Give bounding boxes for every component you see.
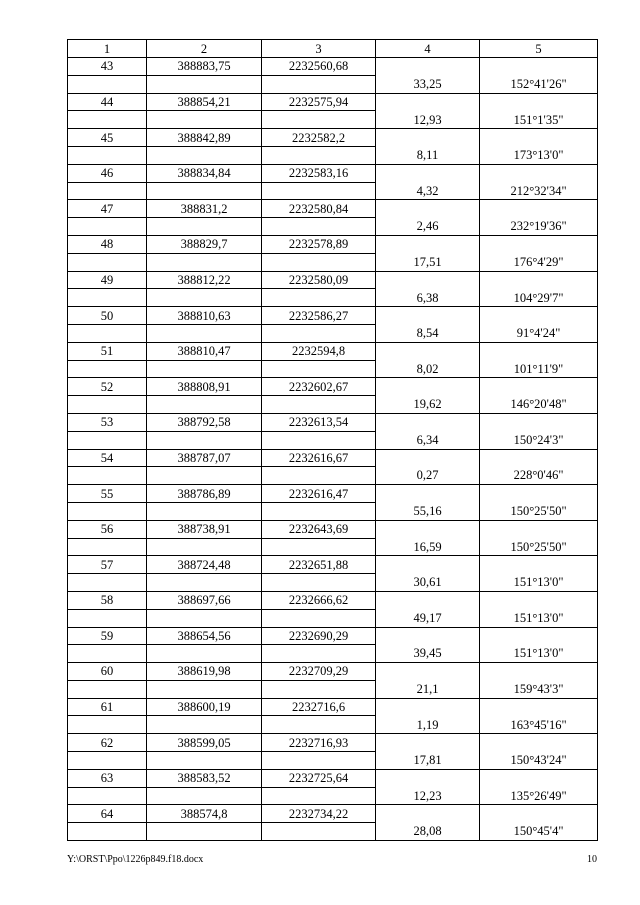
table-cell: 28,08 — [376, 823, 480, 841]
table-cell — [68, 787, 147, 805]
table-cell — [376, 342, 480, 360]
table-cell — [262, 289, 376, 307]
table-cell — [376, 769, 480, 787]
table-cell: 2232734,22 — [262, 805, 376, 823]
table-cell — [262, 218, 376, 236]
table-cell: 2232586,27 — [262, 307, 376, 325]
table-cell: 6,38 — [376, 289, 480, 307]
table-cell: 50 — [68, 307, 147, 325]
table-cell: 0,27 — [376, 467, 480, 485]
point-row — [68, 129, 598, 147]
table-cell: 62 — [68, 734, 147, 752]
table-cell: 163°45'16" — [480, 716, 598, 734]
table-cell: 44 — [68, 93, 147, 111]
table-cell: 39,45 — [376, 645, 480, 663]
table-cell: 47 — [68, 200, 147, 218]
table-cell — [376, 93, 480, 111]
table-cell: 2232580,09 — [262, 271, 376, 289]
table-cell: 135°26'49" — [480, 787, 598, 805]
table-cell — [147, 645, 262, 663]
table-cell: 150°25'50" — [480, 538, 598, 556]
table-cell: 151°13'0" — [480, 609, 598, 627]
table-cell — [262, 324, 376, 342]
table-cell — [262, 467, 376, 485]
point-row — [68, 342, 598, 360]
table-cell: 150°45'4" — [480, 823, 598, 841]
table-cell — [68, 146, 147, 164]
table-cell: 146°20'48" — [480, 396, 598, 414]
table-cell: 2232602,67 — [262, 378, 376, 396]
table-cell — [262, 146, 376, 164]
point-row — [68, 271, 598, 289]
table-cell: 388786,89 — [147, 485, 262, 503]
segment-row — [68, 253, 598, 271]
header-cell: 3 — [262, 40, 376, 58]
table-cell: 2232651,88 — [262, 556, 376, 574]
table-cell — [376, 485, 480, 503]
table-cell — [480, 485, 598, 503]
point-row — [68, 556, 598, 574]
table-cell: 2232594,8 — [262, 342, 376, 360]
table-cell — [480, 58, 598, 76]
segment-row — [68, 146, 598, 164]
table-cell — [480, 200, 598, 218]
point-row — [68, 164, 598, 182]
table-cell — [480, 378, 598, 396]
table-cell — [480, 556, 598, 574]
table-cell — [480, 413, 598, 431]
segment-row — [68, 609, 598, 627]
table-cell — [262, 502, 376, 520]
table-cell — [262, 538, 376, 556]
table-cell — [480, 698, 598, 716]
table-cell: 388831,2 — [147, 200, 262, 218]
table-cell — [68, 609, 147, 627]
point-row — [68, 307, 598, 325]
table-cell: 388883,75 — [147, 58, 262, 76]
table-cell — [147, 289, 262, 307]
table-cell — [147, 182, 262, 200]
table-cell: 8,02 — [376, 360, 480, 378]
table-cell — [376, 307, 480, 325]
table-cell — [68, 324, 147, 342]
table-cell: 388810,63 — [147, 307, 262, 325]
table-cell: 388812,22 — [147, 271, 262, 289]
table-body — [68, 40, 598, 841]
table-cell — [262, 111, 376, 129]
table-cell — [147, 752, 262, 770]
table-cell — [147, 538, 262, 556]
table-cell: 6,34 — [376, 431, 480, 449]
table-cell: 151°13'0" — [480, 645, 598, 663]
table-cell — [68, 253, 147, 271]
table-cell — [376, 556, 480, 574]
table-cell — [262, 752, 376, 770]
table-cell: 30,61 — [376, 574, 480, 592]
table-cell: 159°43'3" — [480, 680, 598, 698]
table-cell: 61 — [68, 698, 147, 716]
table-cell — [262, 75, 376, 93]
table-cell: 388697,66 — [147, 591, 262, 609]
table-cell — [68, 111, 147, 129]
table-cell: 388854,21 — [147, 93, 262, 111]
table-cell: 212°32'34" — [480, 182, 598, 200]
file-path: Y:\ORST\Ppo\1226p849.f18.docx — [67, 854, 204, 865]
table-cell — [147, 146, 262, 164]
table-cell: 150°24'3" — [480, 431, 598, 449]
table-cell: 59 — [68, 627, 147, 645]
table-cell: 52 — [68, 378, 147, 396]
table-cell — [376, 591, 480, 609]
table-cell: 388834,84 — [147, 164, 262, 182]
table-cell: 388829,7 — [147, 235, 262, 253]
table-cell — [147, 787, 262, 805]
table-cell: 2232666,62 — [262, 591, 376, 609]
table-cell: 21,1 — [376, 680, 480, 698]
table-cell: 55 — [68, 485, 147, 503]
table-cell: 388619,98 — [147, 663, 262, 681]
table-cell — [376, 520, 480, 538]
table-cell: 388599,05 — [147, 734, 262, 752]
table-cell — [480, 93, 598, 111]
point-row — [68, 200, 598, 218]
table-cell — [147, 467, 262, 485]
table-cell — [147, 502, 262, 520]
point-row — [68, 58, 598, 76]
table-cell — [147, 111, 262, 129]
table-cell: 228°0'46" — [480, 467, 598, 485]
table-cell: 150°25'50" — [480, 502, 598, 520]
table-cell: 17,51 — [376, 253, 480, 271]
table-cell: 2232716,6 — [262, 698, 376, 716]
segment-row — [68, 289, 598, 307]
table-cell — [262, 823, 376, 841]
table-cell — [68, 75, 147, 93]
point-row — [68, 413, 598, 431]
table-cell: 388583,52 — [147, 769, 262, 787]
segment-row — [68, 360, 598, 378]
header-cell: 1 — [68, 40, 147, 58]
segment-row — [68, 467, 598, 485]
table-cell — [262, 787, 376, 805]
header-cell: 2 — [147, 40, 262, 58]
table-cell: 19,62 — [376, 396, 480, 414]
table-cell: 54 — [68, 449, 147, 467]
table-cell — [376, 200, 480, 218]
table-cell — [262, 253, 376, 271]
table-cell — [376, 164, 480, 182]
point-row — [68, 627, 598, 645]
table-cell — [147, 680, 262, 698]
point-row — [68, 93, 598, 111]
table-cell — [147, 609, 262, 627]
table-cell — [480, 164, 598, 182]
table-cell: 2232643,69 — [262, 520, 376, 538]
table-cell: 8,54 — [376, 324, 480, 342]
table-cell: 91°4'24" — [480, 324, 598, 342]
table-cell: 48 — [68, 235, 147, 253]
table-cell: 12,93 — [376, 111, 480, 129]
table-cell — [68, 680, 147, 698]
table-cell: 58 — [68, 591, 147, 609]
table-cell — [262, 574, 376, 592]
table-header-row — [68, 40, 598, 58]
table-cell: 2232560,68 — [262, 58, 376, 76]
table-cell: 45 — [68, 129, 147, 147]
table-cell — [376, 734, 480, 752]
segment-row — [68, 324, 598, 342]
table-cell — [376, 698, 480, 716]
point-row — [68, 235, 598, 253]
table-cell — [480, 734, 598, 752]
table-cell — [480, 627, 598, 645]
table-cell — [480, 271, 598, 289]
table-cell: 2232725,64 — [262, 769, 376, 787]
point-row — [68, 698, 598, 716]
table-cell: 53 — [68, 413, 147, 431]
table-cell: 2,46 — [376, 218, 480, 236]
table-cell — [68, 538, 147, 556]
table-cell: 388724,48 — [147, 556, 262, 574]
table-cell: 150°43'24" — [480, 752, 598, 770]
segment-row — [68, 218, 598, 236]
point-row — [68, 449, 598, 467]
segment-row — [68, 182, 598, 200]
segment-row — [68, 396, 598, 414]
table-cell — [376, 271, 480, 289]
point-row — [68, 734, 598, 752]
table-cell: 104°29'7" — [480, 289, 598, 307]
table-cell — [147, 218, 262, 236]
table-cell: 43 — [68, 58, 147, 76]
table-cell: 49 — [68, 271, 147, 289]
table-cell — [480, 342, 598, 360]
table-cell — [480, 449, 598, 467]
table-cell: 1,19 — [376, 716, 480, 734]
table-cell: 57 — [68, 556, 147, 574]
table-cell — [68, 502, 147, 520]
table-cell — [376, 663, 480, 681]
point-row — [68, 591, 598, 609]
table-cell — [68, 218, 147, 236]
segment-row — [68, 111, 598, 129]
table-cell — [147, 823, 262, 841]
table-cell — [480, 129, 598, 147]
table-cell — [147, 574, 262, 592]
table-cell: 49,17 — [376, 609, 480, 627]
table-cell — [262, 182, 376, 200]
page-number: 10 — [587, 854, 597, 865]
table-cell: 388842,89 — [147, 129, 262, 147]
table-cell: 101°11'9" — [480, 360, 598, 378]
table-cell — [376, 413, 480, 431]
table-cell: 2232575,94 — [262, 93, 376, 111]
table-cell: 2232613,54 — [262, 413, 376, 431]
segment-row — [68, 823, 598, 841]
table-cell — [480, 805, 598, 823]
table-cell: 151°1'35" — [480, 111, 598, 129]
table-cell: 4,32 — [376, 182, 480, 200]
table-cell — [262, 716, 376, 734]
table-cell — [376, 58, 480, 76]
table-cell — [147, 360, 262, 378]
table-cell — [376, 449, 480, 467]
table-cell — [262, 609, 376, 627]
table-cell: 232°19'36" — [480, 218, 598, 236]
table-cell: 388808,91 — [147, 378, 262, 396]
table-cell — [376, 235, 480, 253]
table-cell: 64 — [68, 805, 147, 823]
table-cell — [147, 396, 262, 414]
coordinates-table — [67, 39, 598, 841]
table-cell: 2232716,93 — [262, 734, 376, 752]
table-cell — [376, 378, 480, 396]
table-cell: 2232690,29 — [262, 627, 376, 645]
table-cell — [147, 75, 262, 93]
table-cell: 46 — [68, 164, 147, 182]
table-cell — [262, 396, 376, 414]
table-cell: 60 — [68, 663, 147, 681]
table-cell: 173°13'0" — [480, 146, 598, 164]
table-cell: 2232709,29 — [262, 663, 376, 681]
table-cell — [376, 129, 480, 147]
segment-row — [68, 75, 598, 93]
table-cell — [147, 431, 262, 449]
table-cell — [480, 520, 598, 538]
table-cell: 2232580,84 — [262, 200, 376, 218]
table-cell: 152°41'26" — [480, 75, 598, 93]
table-cell: 56 — [68, 520, 147, 538]
table-cell — [68, 645, 147, 663]
table-cell: 33,25 — [376, 75, 480, 93]
table-cell: 388787,07 — [147, 449, 262, 467]
table-cell — [68, 752, 147, 770]
segment-row — [68, 431, 598, 449]
table-cell — [262, 645, 376, 663]
point-row — [68, 378, 598, 396]
table-cell: 2232616,47 — [262, 485, 376, 503]
header-cell: 5 — [480, 40, 598, 58]
segment-row — [68, 680, 598, 698]
point-row — [68, 485, 598, 503]
segment-row — [68, 787, 598, 805]
table-cell: 2232583,16 — [262, 164, 376, 182]
table-cell — [68, 823, 147, 841]
table-cell: 388810,47 — [147, 342, 262, 360]
table-cell: 388792,58 — [147, 413, 262, 431]
table-cell — [147, 253, 262, 271]
table-cell: 388654,56 — [147, 627, 262, 645]
segment-row — [68, 645, 598, 663]
table-cell: 12,23 — [376, 787, 480, 805]
table-cell — [68, 396, 147, 414]
table-cell: 2232578,89 — [262, 235, 376, 253]
table-cell: 17,81 — [376, 752, 480, 770]
table-cell — [68, 431, 147, 449]
table-cell — [376, 627, 480, 645]
table-cell: 55,16 — [376, 502, 480, 520]
table-cell — [480, 307, 598, 325]
table-cell: 16,59 — [376, 538, 480, 556]
table-cell: 63 — [68, 769, 147, 787]
table-cell: 151°13'0" — [480, 574, 598, 592]
table-cell: 2232616,67 — [262, 449, 376, 467]
table-cell — [480, 591, 598, 609]
point-row — [68, 520, 598, 538]
table-cell: 2232582,2 — [262, 129, 376, 147]
table-cell — [480, 663, 598, 681]
table-cell: 8,11 — [376, 146, 480, 164]
table-cell: 51 — [68, 342, 147, 360]
table-cell — [68, 467, 147, 485]
table-cell — [68, 182, 147, 200]
point-row — [68, 805, 598, 823]
table-cell — [68, 574, 147, 592]
table-cell — [480, 235, 598, 253]
table-cell — [147, 716, 262, 734]
segment-row — [68, 538, 598, 556]
header-cell: 4 — [376, 40, 480, 58]
table-cell — [262, 680, 376, 698]
point-row — [68, 663, 598, 681]
table-cell: 388574,8 — [147, 805, 262, 823]
table-cell — [262, 431, 376, 449]
point-row — [68, 769, 598, 787]
segment-row — [68, 716, 598, 734]
table-cell — [376, 805, 480, 823]
table-cell — [68, 716, 147, 734]
segment-row — [68, 752, 598, 770]
segment-row — [68, 502, 598, 520]
table-cell: 176°4'29" — [480, 253, 598, 271]
table-cell: 388738,91 — [147, 520, 262, 538]
table-cell — [262, 360, 376, 378]
table-cell — [68, 360, 147, 378]
table-cell — [480, 769, 598, 787]
table-cell — [68, 289, 147, 307]
table-cell: 388600,19 — [147, 698, 262, 716]
segment-row — [68, 574, 598, 592]
table-cell — [147, 324, 262, 342]
